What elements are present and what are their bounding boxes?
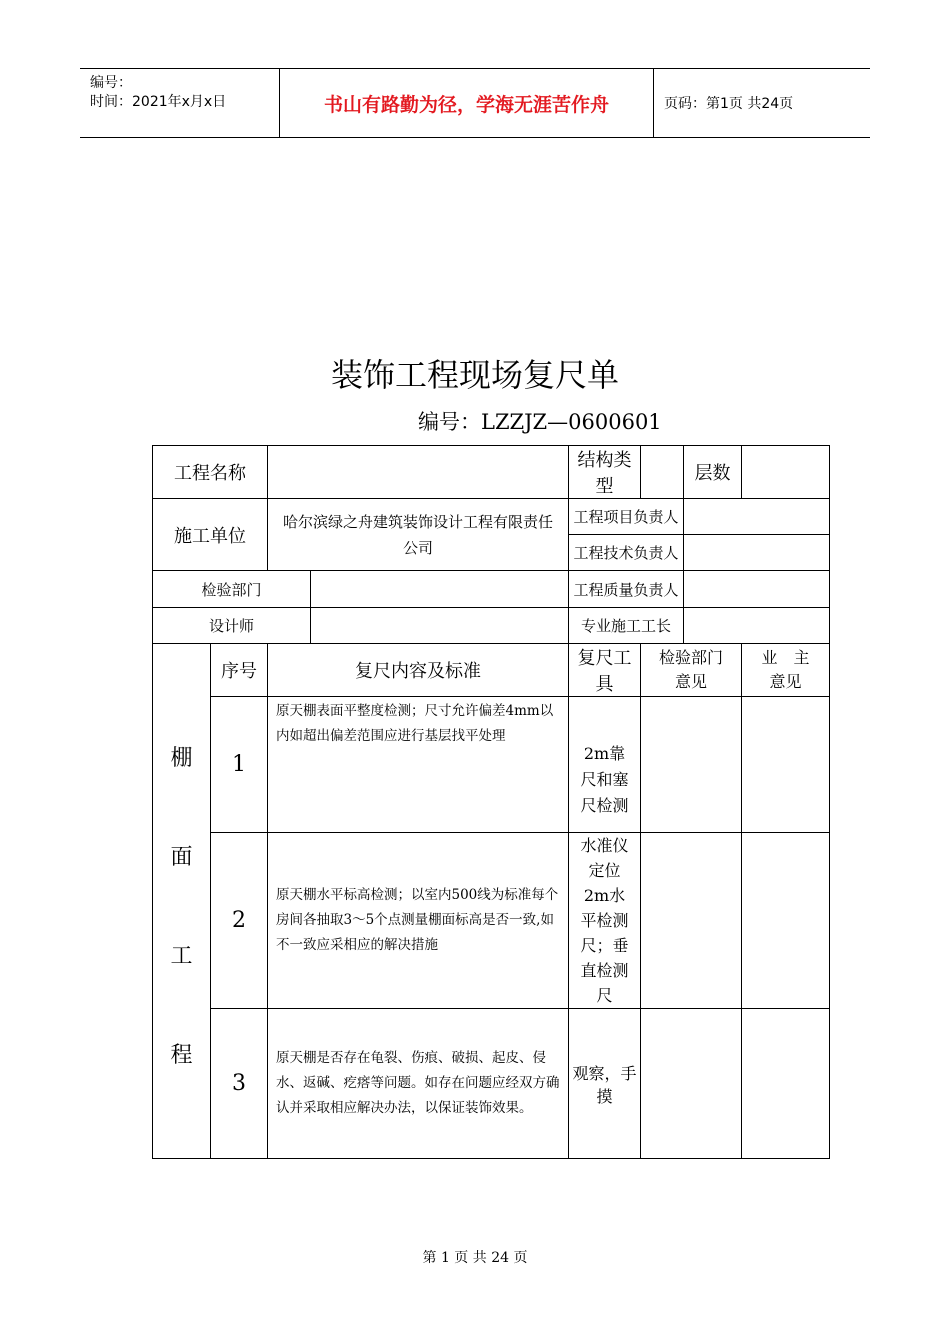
number-label: 编号：	[90, 75, 132, 91]
designer-label: 设计师	[153, 608, 311, 644]
header-motto: 书山有路勤为径，学海无涯苦作舟	[280, 69, 654, 137]
quality-manager-label: 工程质量负责人	[569, 571, 684, 608]
section-char: 棚	[170, 746, 193, 771]
structure-type-label: 结构类型	[569, 446, 641, 499]
row-inspection-opinion[interactable]	[641, 833, 742, 1009]
inspection-dept-value[interactable]	[311, 571, 569, 608]
document-number: 编号：LZZJZ—0600601	[418, 410, 662, 434]
row-content: 原天棚水平标高检测；以室内500线为标准每个房间各抽取3～5个点测量棚面标高是否一致,如不一致应采相应的解决措施	[268, 833, 569, 1009]
row-owner-opinion[interactable]	[742, 833, 830, 1009]
foreman-value[interactable]	[684, 608, 830, 644]
header-page-info: 页码：第1页 共24页	[664, 96, 794, 112]
row-owner-opinion[interactable]	[742, 1009, 830, 1159]
section-char: 工	[170, 944, 193, 969]
row-tool: 水准仪定位2m水平检测尺；垂直检测尺	[569, 833, 641, 1009]
row-seq: 2	[211, 833, 268, 1009]
tech-manager-value[interactable]	[684, 535, 830, 571]
row-content: 原天棚是否存在龟裂、伤痕、破损、起皮、侵水、返碱、疙瘩等问题。如存在问题应经双方确认并采取相应解决办法，以保证装饰效果。	[268, 1009, 569, 1159]
col-inspection-line2: 意见	[675, 672, 708, 691]
remeasure-form	[152, 445, 830, 1159]
col-inspection-line1: 检验部门	[659, 648, 724, 667]
contractor-value: 哈尔滨绿之舟建筑装饰设计工程有限责任公司	[268, 499, 569, 571]
row-tool: 2m靠尺和塞尺检测	[569, 697, 641, 833]
section-name-cell	[153, 644, 211, 1159]
document-title: 装饰工程现场复尺单	[330, 356, 619, 394]
row-content: 原天棚表面平整度检测；尺寸允许偏差4mm以内如超出偏差范围应进行基层找平处理	[268, 697, 569, 833]
row-inspection-opinion[interactable]	[641, 1009, 742, 1159]
designer-value[interactable]	[311, 608, 569, 644]
floors-value[interactable]	[742, 446, 830, 499]
foreman-label: 专业施工工长	[569, 608, 684, 644]
col-tool-header: 复尺工具	[569, 644, 641, 697]
table-row	[153, 1009, 830, 1159]
project-manager-label: 工程项目负责人	[569, 499, 684, 535]
inspection-dept-label: 检验部门	[153, 571, 311, 608]
row-owner-opinion[interactable]	[742, 697, 830, 833]
project-name-label: 工程名称	[153, 446, 268, 499]
col-seq-header: 序号	[211, 644, 268, 697]
col-content-header: 复尺内容及标准	[268, 644, 569, 697]
structure-type-value[interactable]	[641, 446, 684, 499]
col-inspection-header	[641, 644, 742, 697]
table-row	[153, 833, 830, 1009]
contractor-label: 施工单位	[153, 499, 268, 571]
time-label: 时间：2021年x月x日	[90, 94, 227, 110]
col-owner-line2: 意见	[769, 672, 802, 691]
table-row	[153, 697, 830, 833]
row-tool: 观察，手摸	[569, 1009, 641, 1159]
col-owner-header	[742, 644, 830, 697]
page-header	[80, 68, 870, 138]
floors-label: 层数	[684, 446, 742, 499]
header-meta-cell	[80, 69, 280, 137]
tech-manager-label: 工程技术负责人	[569, 535, 684, 571]
row-inspection-opinion[interactable]	[641, 697, 742, 833]
project-name-value[interactable]	[268, 446, 569, 499]
quality-manager-value[interactable]	[684, 571, 830, 608]
col-owner-line1: 业 主	[761, 648, 810, 667]
page-footer: 第 1 页 共 24 页	[422, 1250, 528, 1266]
row-seq: 3	[211, 1009, 268, 1159]
section-char: 面	[170, 845, 193, 870]
section-char: 程	[170, 1043, 193, 1068]
row-seq: 1	[211, 697, 268, 833]
project-manager-value[interactable]	[684, 499, 830, 535]
